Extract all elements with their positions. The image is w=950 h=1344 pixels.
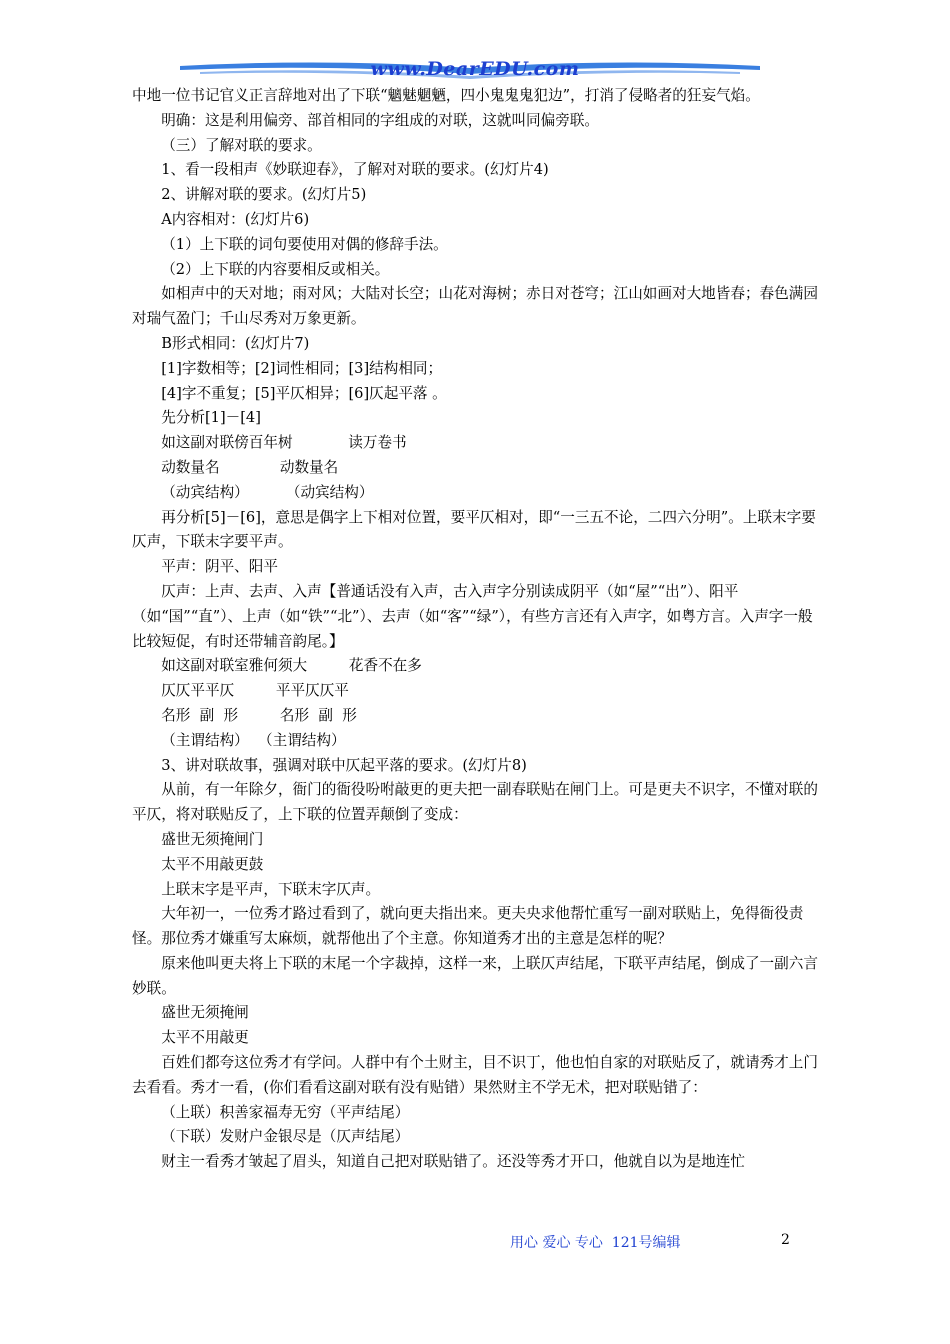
paragraph: 大年初一，一位秀才路过看到了，就向更夫指出来。更夫央求他帮忙重写一副对联贴上，免得衙役责怪。那位秀才嫌重写太麻烦，就帮他出了个主意。你知道秀才出的主意是怎样的呢？	[132, 905, 804, 948]
paragraph: B形式相同：(幻灯片7)	[161, 334, 310, 352]
paragraph: 如相声中的天对地；雨对风；大陆对长空；山花对海树；赤日对苍穹；江山如画对大地皆春；春色满园对瑞气盈门；千山尽秀对万象更新。	[132, 285, 818, 328]
paragraph: 如这副对联室雅何须大 花香不在多	[161, 657, 422, 675]
page-header	[0, 54, 950, 84]
paragraph: 从前，有一年除夕，衙门的衙役吩咐敲更的更夫把一副春联贴在闸门上。可是更夫不识字，不懂对联的平仄，将对联贴反了，上下联的位置弄颠倒了变成：	[132, 781, 818, 824]
paragraph: 3、讲对联故事，强调对联中仄起平落的要求。(幻灯片8)	[161, 756, 527, 774]
paragraph: 盛世无须掩闸	[161, 1004, 249, 1022]
paragraph: 先分析[1]－[4]	[161, 409, 261, 427]
paragraph: （1）上下联的词句要使用对偶的修辞手法。	[161, 235, 448, 253]
paragraph: 再分析[5]－[6]，意思是偶字上下相对位置，要平仄相对，即“一三五不论，二四六分明”。上联末字要仄声，下联末字要平声。	[132, 508, 816, 551]
paragraph: 1、看一段相声《妙联迎春》，了解对对联的要求。(幻灯片4)	[161, 161, 549, 179]
paragraph: 上联末字是平声，下联末字仄声。	[161, 880, 381, 898]
paragraph: 平声：阴平、阳平	[161, 558, 278, 576]
document-body	[132, 84, 822, 1175]
paragraph: 名形 副 形 名形 副 形	[161, 706, 357, 724]
page-number: 2	[781, 1232, 790, 1248]
paragraph: 2、讲解对联的要求。(幻灯片5)	[161, 186, 367, 204]
paragraph: 明确：这是利用偏旁、部首相同的字组成的对联，这就叫同偏旁联。	[161, 111, 600, 129]
paragraph: A内容相对：(幻灯片6)	[161, 210, 310, 228]
paragraph: （动宾结构） （动宾结构）	[161, 483, 374, 501]
footer-motto: 用心 爱心 专心 121号编辑	[510, 1235, 681, 1251]
paragraph: （2）上下联的内容要相反或相关。	[161, 260, 390, 278]
header-site-name: www.DearEDU.com	[370, 58, 580, 80]
paragraph: 财主一看秀才皱起了眉头，知道自己把对联贴错了。还没等秀才开口，他就自以为是地连忙	[161, 1153, 745, 1171]
paragraph: 中地一位书记官义正言辞地对出了下联“魑魅魍魉，四小鬼鬼鬼犯边”，打消了侵略者的狂妄气焰。	[132, 87, 760, 104]
paragraph: （主谓结构） （主谓结构）	[161, 731, 346, 749]
paragraph: 太平不用敲更鼓	[161, 855, 264, 873]
paragraph: 百姓们都夸这位秀才有学问。人群中有个土财主，目不识丁，他也怕自家的对联贴反了，就请秀才上门去看看。秀才一看，(你们看看这副对联有没有贴错）果然财主不学无术，把对联贴错了：	[132, 1054, 818, 1096]
paragraph: （下联）发财户金银尽是（仄声结尾）	[161, 1128, 410, 1146]
paragraph: 太平不用敲更	[161, 1029, 249, 1047]
paragraph: 如这副对联傍百年树 读万卷书	[161, 434, 407, 452]
paragraph: 盛世无须掩闸门	[161, 830, 264, 848]
paragraph: [1]字数相等；[2]词性相同；[3]结构相同；	[161, 359, 443, 377]
paragraph: 动数量名 动数量名	[161, 458, 339, 476]
paragraph: （三）了解对联的要求。	[161, 136, 322, 154]
paragraph: 原来他叫更夫将上下联的末尾一个字裁掉，这样一来，上联仄声结尾，下联平声结尾，倒成了一副六言妙联。	[132, 954, 818, 997]
paragraph: [4]字不重复；[5]平仄相异；[6]仄起平落 。	[161, 384, 447, 402]
paragraph: 仄仄平平仄 平平仄仄平	[161, 682, 349, 700]
paragraph: （上联）积善家福寿无穷（平声结尾）	[161, 1103, 410, 1121]
paragraph: 仄声：上声、去声、入声【普通话没有入声，古入声字分别读成阴平（如“屋”“出”）、阳平（如“国”“直”）、上声（如“铁”“北”）、去声（如“客”“绿”），有些方言还有入声字，如粤方言。入声字一般比较短促，有时还带辅音韵尾。】	[132, 582, 813, 650]
